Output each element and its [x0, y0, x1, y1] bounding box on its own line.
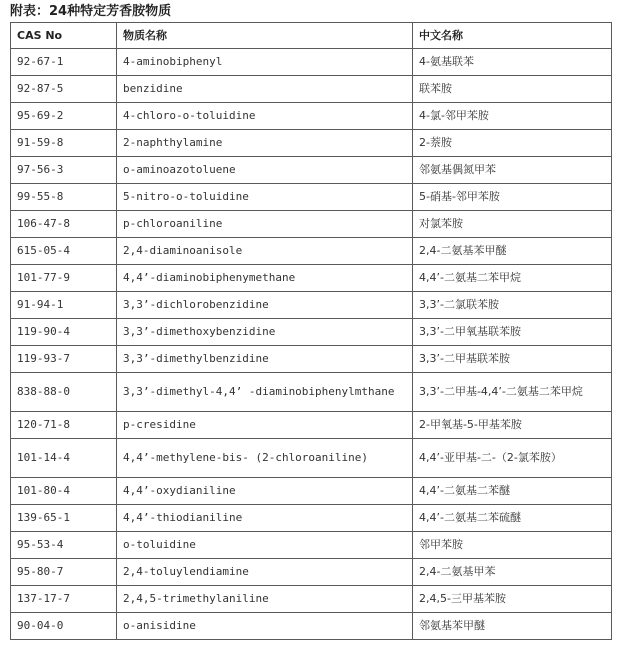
table-row: [11, 319, 612, 346]
chinese-name-cell: 4,4’-亚甲基-二-（2-氯苯胺）: [413, 439, 612, 478]
chinese-name-cell: 4,4’-二氨基二苯硫醚: [413, 505, 612, 532]
cas-cell: 139-65-1: [11, 505, 117, 532]
substance-cell: o-aminoazotoluene: [117, 157, 413, 184]
chinese-name-cell: 2-萘胺: [413, 130, 612, 157]
cas-cell: 97-56-3: [11, 157, 117, 184]
chinese-name-cell: 邻氨基偶氮甲苯: [413, 157, 612, 184]
substance-cell: 4,4’-methylene-bis- (2-chloroaniline): [117, 439, 413, 478]
table-row: [11, 439, 612, 478]
chinese-name-cell: 2,4,5-三甲基苯胺: [413, 586, 612, 613]
chinese-name-cell: 2,4-二氨基甲苯: [413, 559, 612, 586]
table-caption: 附表：24种特定芳香胺物质: [10, 4, 172, 19]
chinese-name-cell: 3,3’-二甲基-4,4’-二氨基二苯甲烷: [413, 373, 612, 412]
substance-cell: 3,3’-dimethoxybenzidine: [117, 319, 413, 346]
cas-cell: 615-05-4: [11, 238, 117, 265]
table-row: [11, 265, 612, 292]
substance-cell: 4-chloro-o-toluidine: [117, 103, 413, 130]
header-substance-name: 物质名称: [117, 23, 413, 49]
substance-cell: 3,3’-dimethylbenzidine: [117, 346, 413, 373]
table-row: [11, 49, 612, 76]
cas-cell: 101-14-4: [11, 439, 117, 478]
cas-cell: 137-17-7: [11, 586, 117, 613]
chinese-name-cell: 2-甲氧基-5-甲基苯胺: [413, 412, 612, 439]
table-row: [11, 346, 612, 373]
table-row: [11, 184, 612, 211]
table-row: [11, 559, 612, 586]
substance-cell: 3,3’-dimethyl-4,4’ -diaminobiphenylmthane: [117, 373, 413, 412]
chinese-name-cell: 4-氨基联苯: [413, 49, 612, 76]
table-row: [11, 478, 612, 505]
substance-cell: o-anisidine: [117, 613, 413, 640]
substance-cell: 4,4’-oxydianiline: [117, 478, 413, 505]
substance-cell: benzidine: [117, 76, 413, 103]
cas-cell: 119-93-7: [11, 346, 117, 373]
cas-cell: 91-59-8: [11, 130, 117, 157]
table-row: [11, 373, 612, 412]
chinese-name-cell: 邻氨基苯甲醚: [413, 613, 612, 640]
cas-cell: 120-71-8: [11, 412, 117, 439]
cas-cell: 91-94-1: [11, 292, 117, 319]
chinese-name-cell: 4,4’-二氨基二苯醚: [413, 478, 612, 505]
cas-cell: 101-77-9: [11, 265, 117, 292]
substance-cell: 2,4-diaminoanisole: [117, 238, 413, 265]
cas-cell: 95-80-7: [11, 559, 117, 586]
chinese-name-cell: 2,4-二氨基苯甲醚: [413, 238, 612, 265]
table-row: [11, 238, 612, 265]
substance-cell: p-chloroaniline: [117, 211, 413, 238]
substance-cell: 4,4’-diaminobiphenymethane: [117, 265, 413, 292]
table-row: [11, 103, 612, 130]
cas-cell: 95-53-4: [11, 532, 117, 559]
chinese-name-cell: 联苯胺: [413, 76, 612, 103]
cas-cell: 90-04-0: [11, 613, 117, 640]
table-row: [11, 211, 612, 238]
table-row: [11, 505, 612, 532]
table-row: [11, 292, 612, 319]
table-row: [11, 586, 612, 613]
header-row: [11, 23, 612, 49]
substance-cell: 4,4’-thiodianiline: [117, 505, 413, 532]
cas-cell: 92-87-5: [11, 76, 117, 103]
aromatic-amine-table: [10, 22, 612, 640]
cas-cell: 106-47-8: [11, 211, 117, 238]
substance-cell: 2,4-toluylendiamine: [117, 559, 413, 586]
substance-cell: 4-aminobiphenyl: [117, 49, 413, 76]
substance-cell: 3,3’-dichlorobenzidine: [117, 292, 413, 319]
table-row: [11, 130, 612, 157]
table-row: [11, 532, 612, 559]
header-chinese-name: 中文名称: [413, 23, 612, 49]
table-row: [11, 412, 612, 439]
cas-cell: 119-90-4: [11, 319, 117, 346]
chinese-name-cell: 4,4’-二氨基二苯甲烷: [413, 265, 612, 292]
cas-cell: 95-69-2: [11, 103, 117, 130]
header-cas: CAS No: [11, 23, 117, 49]
chinese-name-cell: 邻甲苯胺: [413, 532, 612, 559]
chinese-name-cell: 对氯苯胺: [413, 211, 612, 238]
table-row: [11, 157, 612, 184]
chinese-name-cell: 3,3’-二氯联苯胺: [413, 292, 612, 319]
substance-cell: o-toluidine: [117, 532, 413, 559]
cas-cell: 101-80-4: [11, 478, 117, 505]
substance-cell: 2,4,5-trimethylaniline: [117, 586, 413, 613]
cas-cell: 92-67-1: [11, 49, 117, 76]
chinese-name-cell: 4-氯-邻甲苯胺: [413, 103, 612, 130]
chinese-name-cell: 3,3’-二甲基联苯胺: [413, 346, 612, 373]
table-row: [11, 613, 612, 640]
cas-cell: 838-88-0: [11, 373, 117, 412]
substance-cell: p-cresidine: [117, 412, 413, 439]
cas-cell: 99-55-8: [11, 184, 117, 211]
substance-cell: 2-naphthylamine: [117, 130, 413, 157]
chinese-name-cell: 3,3’-二甲氧基联苯胺: [413, 319, 612, 346]
substance-cell: 5-nitro-o-toluidine: [117, 184, 413, 211]
chinese-name-cell: 5-硝基-邻甲苯胺: [413, 184, 612, 211]
table-row: [11, 76, 612, 103]
